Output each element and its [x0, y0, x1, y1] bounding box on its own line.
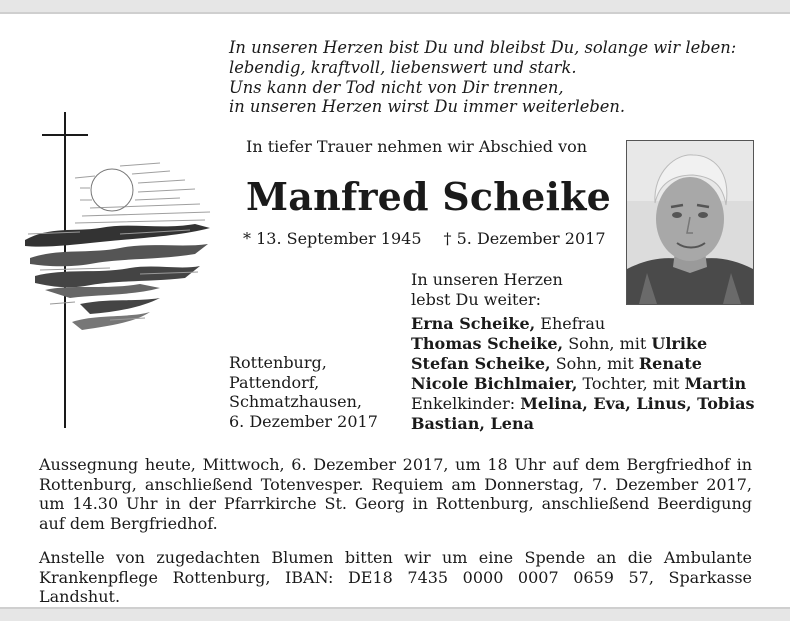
birth-date: * 13. September 1945 — [243, 229, 422, 248]
cross-landscape-illustration — [20, 108, 220, 433]
family-name: Nicole Bichlmaier, — [411, 373, 578, 393]
family-name: Stefan Scheike, — [411, 353, 551, 373]
deceased-name: Manfred Scheike — [246, 174, 611, 219]
family-role: Sohn, mit — [563, 333, 652, 353]
top-border — [0, 0, 790, 14]
family-role: Ehefrau — [535, 314, 606, 333]
place-line: Rottenburg, — [229, 353, 327, 372]
family-line — [411, 354, 755, 374]
death-date: † 5. Dezember 2017 — [443, 229, 606, 248]
grandchildren-names: Bastian, Lena — [411, 413, 534, 433]
poem-line: lebendig, kraftvoll, liebenswert und stark. — [229, 57, 577, 77]
grandchildren-label: Enkelkinder: — [411, 393, 521, 413]
place-line: Schmatzhausen, — [229, 392, 363, 412]
poem-line: Uns kann der Tod nicht von Dir trennen, — [229, 77, 564, 97]
poem — [229, 38, 769, 117]
heart-text-line: lebst Du weiter: — [411, 289, 541, 309]
sun-icon — [91, 169, 133, 211]
family-line — [411, 414, 755, 434]
funeral-details: Aussegnung heute, Mittwoch, 6. Dezember 2017, um 18 Uhr auf dem Bergfriedhof in Rottenburg, anschließend Totenvesper. Requiem am Donnerstag, 7. Dezember 2017, um 14.30 Uhr in der Pfarrkirche St. Georg in Rottenburg, anschließend Beerdigung auf dem Bergfriedhof. — [39, 455, 752, 534]
family-partner: Martin — [684, 373, 747, 393]
heart-text — [411, 270, 563, 309]
places-and-date — [229, 353, 378, 432]
family-role: Tochter, mit — [577, 373, 685, 393]
family-line — [411, 314, 755, 334]
family-line — [411, 374, 755, 394]
family-partner: Renate — [638, 353, 702, 373]
heart-text-line: In unseren Herzen — [411, 270, 563, 289]
place-line: Pattendorf, — [229, 372, 320, 392]
intro-text: In tiefer Trauer nehmen wir Abschied von — [246, 137, 588, 156]
family-list — [411, 314, 755, 433]
poem-line: In unseren Herzen bist Du und bleibst Du, solange wir leben: — [229, 38, 737, 57]
family-role: Sohn, mit — [550, 353, 639, 373]
grandchildren-names: Melina, Eva, Linus, Tobias — [520, 393, 755, 413]
family-partner: Ulrike — [651, 333, 708, 353]
family-name: Thomas Scheike, — [411, 333, 564, 353]
bottom-border — [0, 607, 790, 621]
announcement-date: 6. Dezember 2017 — [229, 412, 378, 432]
cross-vertical-beam — [64, 112, 66, 428]
life-dates — [243, 229, 606, 249]
family-line — [411, 334, 755, 354]
family-name: Erna Scheike, — [411, 314, 536, 333]
family-line — [411, 394, 755, 414]
cross-horizontal-beam — [42, 134, 88, 136]
poem-line: in unseren Herzen wirst Du immer weiterleben. — [229, 97, 626, 117]
portrait-photo — [626, 140, 754, 305]
donation-request: Anstelle von zugedachten Blumen bitten wir um eine Spende an die Ambulante Krankenpflege Rottenburg, IBAN: DE18 7435 0000 0007 0659 57, Sparkasse Landshut. — [39, 548, 752, 607]
